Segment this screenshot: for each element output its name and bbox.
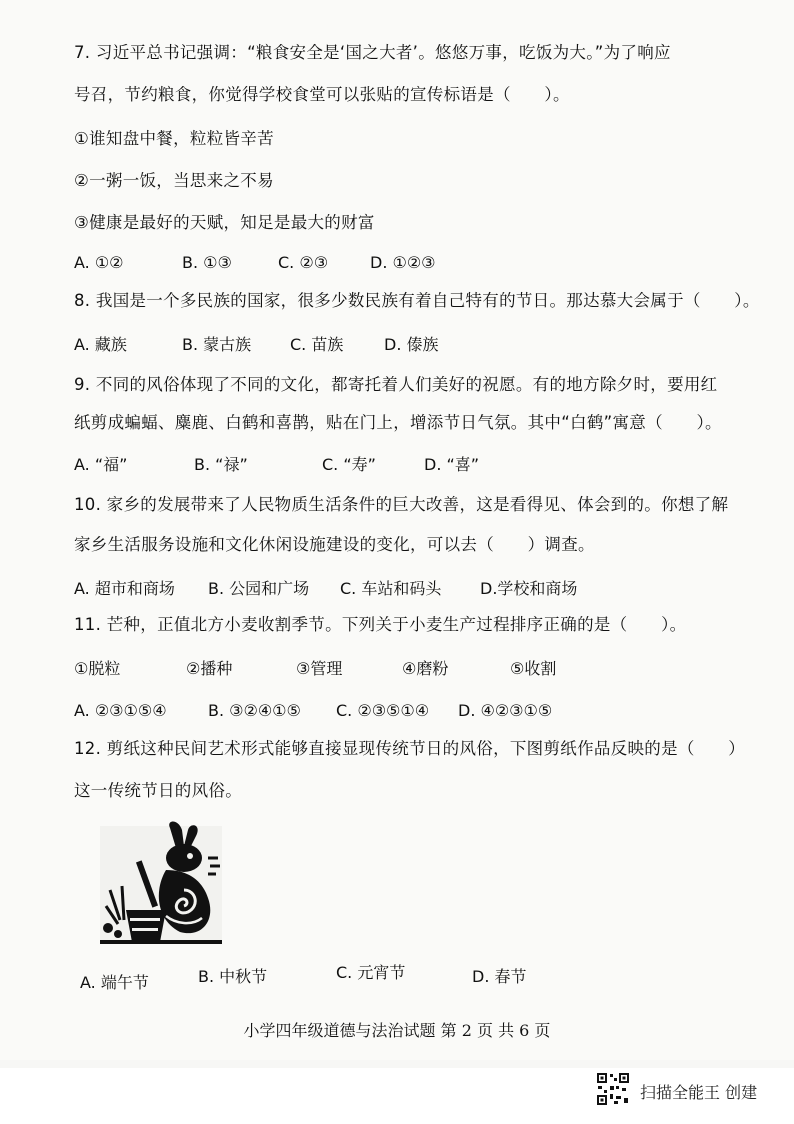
q12-option-d[interactable]: D. 春节: [472, 967, 527, 986]
q7-option-a[interactable]: A. ①②: [74, 253, 124, 272]
q9-option-d[interactable]: D. “喜”: [424, 455, 480, 474]
q7-option-b[interactable]: B. ①③: [182, 253, 232, 272]
q7-line-2: 号召，节约粮食，你觉得学校食堂可以张贴的宣传标语是（ ）。: [74, 85, 570, 104]
q8-option-b[interactable]: B. 蒙古族: [182, 335, 252, 354]
q7-item-3: ③健康是最好的天赋，知足是最大的财富: [74, 213, 375, 232]
q11-option-d[interactable]: D. ④②③①⑤: [458, 701, 553, 720]
qr-code-icon: [596, 1072, 630, 1106]
q10-option-a[interactable]: A. 超市和商场: [74, 579, 175, 598]
q11-option-a[interactable]: A. ②③①⑤④: [74, 701, 167, 720]
q10-option-b[interactable]: B. 公园和广场: [208, 579, 310, 598]
q12-option-b[interactable]: B. 中秋节: [198, 967, 268, 986]
q10-option-c[interactable]: C. 车站和码头: [340, 579, 442, 598]
q11-item-5: ⑤收割: [510, 659, 557, 678]
q10-line-1: 10. 家乡的发展带来了人民物质生活条件的巨大改善，这是看得见、体会到的。你想了解: [74, 495, 729, 514]
q11-item-1: ①脱粒: [74, 659, 121, 678]
scanner-brand-label: 扫描全能王 创建: [640, 1083, 758, 1102]
q9-option-a[interactable]: A. “福”: [74, 455, 128, 474]
q11-item-3: ③管理: [296, 659, 343, 678]
q12-line-1: 12. 剪纸这种民间艺术形式能够直接显现传统节日的风俗，下图剪纸作品反映的是（ ）: [74, 739, 746, 758]
q12-line-2: 这一传统节日的风俗。: [74, 781, 242, 800]
q7-item-2: ②一粥一饭，当思来之不易: [74, 171, 274, 190]
q8-option-a[interactable]: A. 藏族: [74, 335, 127, 354]
q7-line-1: 7. 习近平总书记强调：“粮食安全是‘国之大者’。悠悠万事，吃饭为大。”为了响应: [74, 43, 671, 62]
q11-line-1: 11. 芒种，正值北方小麦收割季节。下列关于小麦生产过程排序正确的是（ ）。: [74, 615, 687, 634]
q11-item-4: ④磨粉: [402, 659, 449, 678]
q8-line-1: 8. 我国是一个多民族的国家，很多少数民族有着自己特有的节日。那达慕大会属于（ ）。: [74, 291, 760, 310]
q9-option-c[interactable]: C. “寿”: [322, 455, 376, 474]
q8-option-c[interactable]: C. 苗族: [290, 335, 344, 354]
page-footer: 小学四年级道德与法治试题 第 2 页 共 6 页: [243, 1021, 551, 1040]
q9-line-2: 纸剪成蝙蝠、麋鹿、白鹤和喜鹊，贴在门上，增添节日气氛。其中“白鹤”寓意（ ）。: [74, 413, 722, 432]
q7-option-d[interactable]: D. ①②③: [370, 253, 436, 272]
q8-option-d[interactable]: D. 傣族: [384, 335, 439, 354]
q9-option-b[interactable]: B. “禄”: [194, 455, 248, 474]
q12-option-c[interactable]: C. 元宵节: [336, 963, 406, 982]
q10-option-d[interactable]: D.学校和商场: [480, 579, 578, 598]
q7-item-1: ①谁知盘中餐，粒粒皆辛苦: [74, 129, 274, 148]
q11-option-c[interactable]: C. ②③⑤①④: [336, 701, 430, 720]
q7-option-c[interactable]: C. ②③: [278, 253, 329, 272]
q10-line-2: 家乡生活服务设施和文化休闲设施建设的变化，可以去（ ）调查。: [74, 535, 595, 554]
papercut-rabbit-icon: [96, 820, 226, 950]
q12-option-a[interactable]: A. 端午节: [80, 973, 149, 992]
q9-line-1: 9. 不同的风俗体现了不同的文化，都寄托着人们美好的祝愿。有的地方除夕时，要用红: [74, 375, 718, 394]
q11-item-2: ②播种: [186, 659, 233, 678]
q11-option-b[interactable]: B. ③②④①⑤: [208, 701, 301, 720]
